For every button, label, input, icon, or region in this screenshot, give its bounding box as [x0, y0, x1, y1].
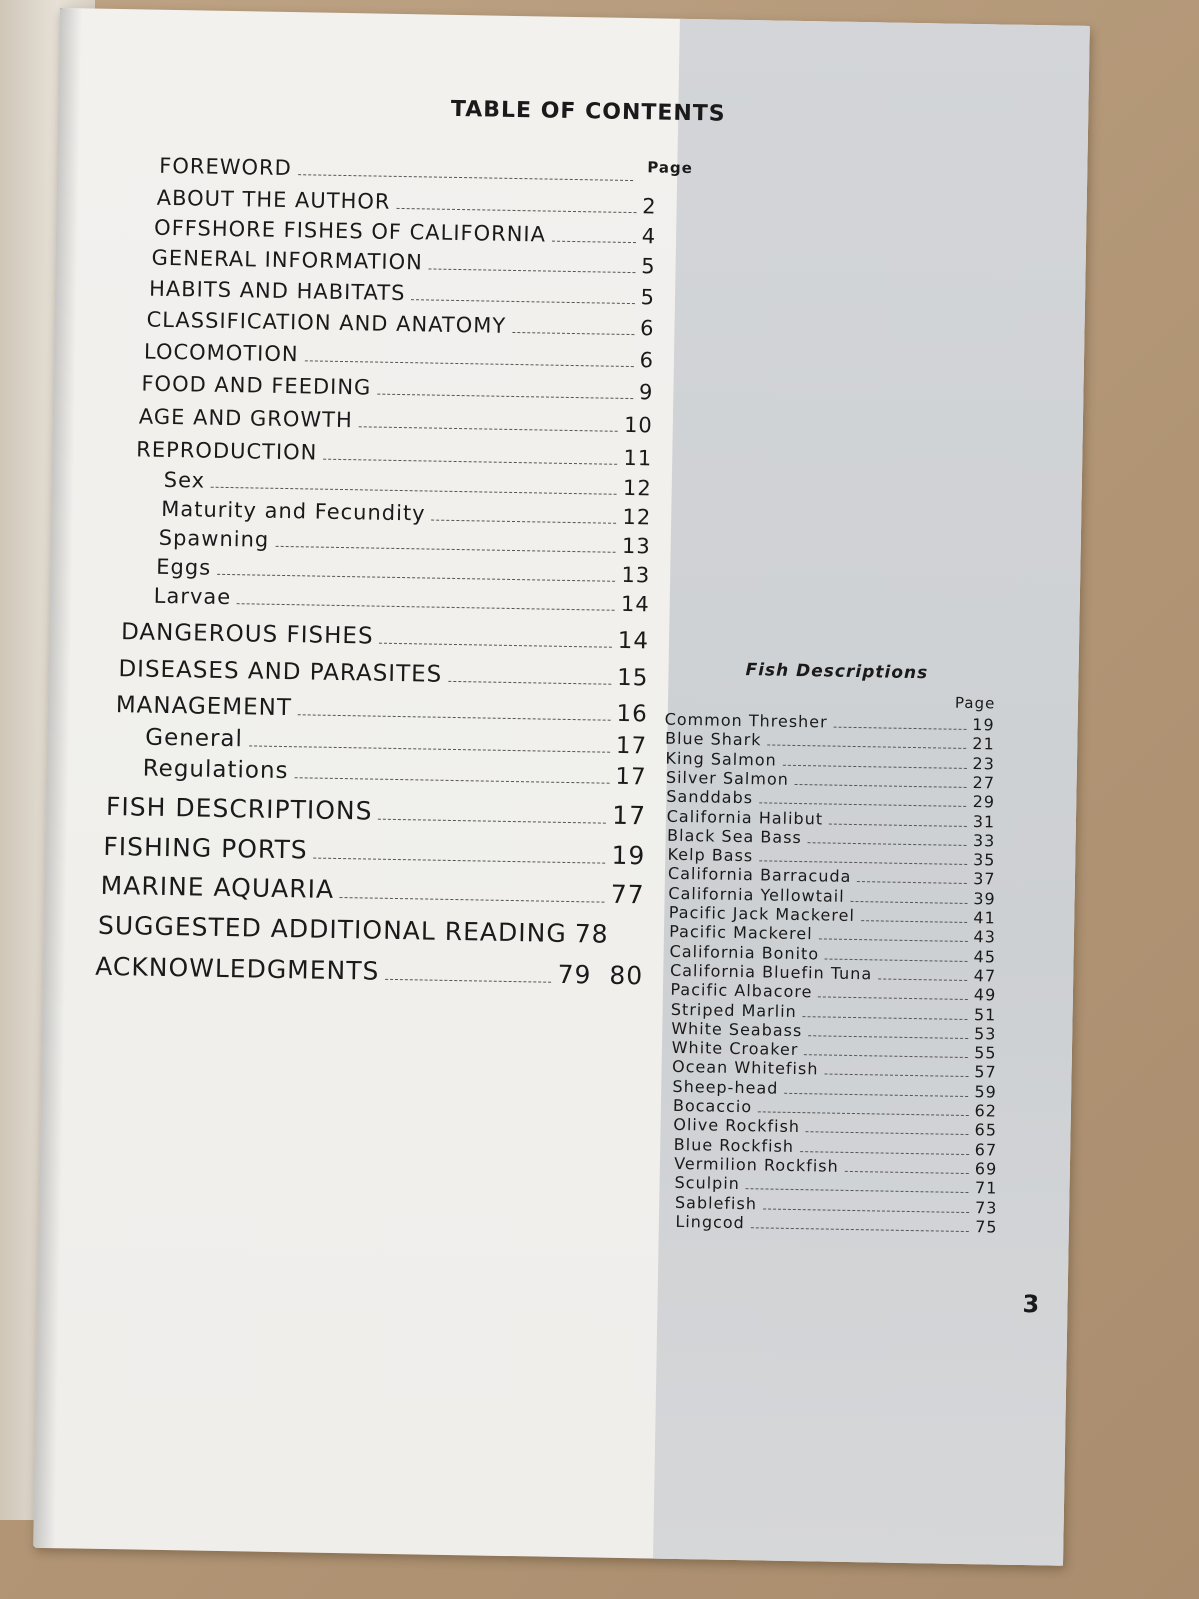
toc-entry-classification[interactable] [146, 308, 654, 341]
leader-dots [795, 783, 967, 788]
toc-label: AGE AND GROWTH [138, 404, 353, 433]
fish-label: Ocean Whitefish [671, 1057, 819, 1079]
leader-dots [767, 744, 966, 749]
toc-page-number: 16 [616, 700, 648, 728]
fish-label: Sculpin [674, 1173, 741, 1194]
fish-label: Olive Rockfish [673, 1115, 801, 1137]
fish-label: Blue Rockfish [673, 1134, 795, 1156]
fish-page-number: 37 [973, 869, 996, 889]
fish-label: Blue Shark [664, 728, 762, 750]
toc-label: MARINE AQUARIA [100, 870, 335, 904]
page-column-header: Page [647, 158, 694, 178]
toc-page-number: 11 [623, 445, 653, 471]
toc-page-number: 17 [611, 800, 647, 831]
toc-entry-reproduction[interactable] [136, 437, 652, 470]
toc-entry-food-and-feeding[interactable] [141, 371, 653, 404]
toc-entry-suggested-reading[interactable] [98, 911, 644, 950]
leader-dots [217, 573, 615, 582]
leader-dots [819, 938, 968, 943]
toc-label: FOOD AND FEEDING [141, 371, 372, 400]
toc-page-number: 15 [616, 664, 649, 692]
leader-dots [313, 857, 605, 864]
toc-entry-acknowledgments[interactable] [95, 952, 643, 991]
fish-page-number: 23 [972, 753, 996, 774]
fish-page-number: 47 [973, 965, 997, 986]
leader-dots [249, 744, 610, 752]
leader-dots [845, 1170, 969, 1174]
leader-dots [878, 977, 968, 981]
toc-label: HABITS AND HABITATS [148, 276, 406, 306]
leader-dots [851, 900, 968, 904]
fish-page-number: 21 [972, 734, 995, 754]
fish-page-number: 67 [974, 1139, 998, 1160]
toc-page-number: 5 [640, 254, 656, 279]
leader-dots [803, 1015, 968, 1020]
page-number: 3 [1022, 1289, 1040, 1319]
page-title: TABLE OF CONTENTS [450, 96, 726, 127]
leader-dots [448, 680, 611, 685]
toc-page-number: 78 [574, 919, 609, 949]
leader-dots [825, 957, 968, 961]
leader-dots [411, 298, 634, 304]
toc-label: CLASSIFICATION AND ANATOMY [146, 307, 507, 338]
fish-page-number: 45 [973, 946, 997, 967]
leader-dots [759, 859, 967, 865]
contents-list [95, 149, 694, 991]
toc-entry-foreword[interactable] [159, 154, 639, 186]
toc-page-number: 5 [640, 285, 656, 310]
toc-page-number: 6 [639, 348, 655, 373]
leader-dots [861, 919, 968, 923]
fish-page-number: 57 [974, 1062, 997, 1082]
fish-label: Sablefish [674, 1192, 758, 1213]
leader-dots [806, 1130, 969, 1135]
fish-page-number: 39 [973, 888, 996, 909]
fish-page-number: 51 [973, 1004, 997, 1024]
toc-label: General [145, 724, 244, 753]
leader-dots [298, 173, 633, 181]
toc-entry-marine-aquaria[interactable] [100, 871, 644, 909]
toc-page-number: 77 [610, 879, 645, 910]
toc-label: Larvae [153, 583, 232, 610]
leader-dots [379, 642, 611, 648]
fish-page-number: 65 [974, 1120, 998, 1140]
toc-page-number: 9 [638, 380, 654, 405]
leader-dots [385, 978, 551, 983]
leader-dots [359, 425, 618, 432]
toc-entry-about-the-author[interactable] [156, 186, 656, 219]
fish-label: Striped Marlin [670, 999, 797, 1021]
toc-label: Sex [163, 467, 206, 493]
toc-entry-maturity-and-fecundity[interactable] [161, 497, 651, 530]
leader-dots [323, 458, 617, 465]
toc-label: FISHING PORTS [103, 831, 308, 865]
leader-dots [746, 1187, 969, 1193]
fish-label: Bocaccio [672, 1095, 753, 1117]
leader-dots [804, 1053, 968, 1058]
fish-label: Pacific Mackerel [669, 922, 813, 944]
toc-page-number: 19 [611, 840, 646, 871]
toc-label: ABOUT THE AUTHOR [156, 185, 391, 214]
leader-dots [429, 267, 635, 273]
toc-label: OFFSHORE FISHES OF CALIFORNIA [153, 215, 547, 247]
toc-label: Maturity and Fecundity [161, 496, 426, 526]
toc-entry-regulations[interactable] [143, 756, 647, 791]
leader-dots [808, 841, 967, 846]
fish-label: California Bonito [669, 941, 820, 963]
toc-page-number: 2 [642, 194, 657, 219]
toc-entry-diseases-and-parasites[interactable] [118, 656, 648, 691]
toc-entry-sex[interactable] [164, 468, 652, 501]
fish-label: California Barracuda [667, 864, 852, 887]
leader-dots [783, 763, 967, 768]
toc-entry-spawning[interactable] [159, 526, 651, 559]
leader-dots [298, 713, 611, 720]
toc-entry-larvae[interactable] [154, 584, 650, 617]
toc-label: Eggs [156, 554, 212, 580]
fish-page-number: 73 [974, 1197, 998, 1218]
leader-dots [763, 1207, 969, 1213]
fish-page-number: 59 [974, 1081, 997, 1102]
fish-label: Common Thresher [664, 709, 828, 732]
leader-dots [751, 1226, 969, 1232]
toc-label: DANGEROUS FISHES [120, 619, 374, 650]
fish-page-number: 53 [973, 1023, 997, 1044]
leader-dots [294, 776, 609, 783]
toc-page-number: 17 [615, 732, 648, 760]
toc-entry-general[interactable] [145, 725, 647, 760]
leader-dots [396, 207, 636, 213]
fish-label: California Bluefin Tuna [669, 960, 873, 984]
toc-label: SUGGESTED ADDITIONAL READING [97, 910, 567, 948]
toc-entry-habits-and-habitats[interactable] [149, 277, 655, 310]
toc-page-number: 4 [641, 224, 657, 249]
fish-label: King Salmon [665, 748, 777, 770]
leader-dots [759, 802, 967, 808]
fish-label: Kelp Bass [667, 844, 754, 866]
fish-label: California Yellowtail [668, 883, 845, 906]
fish-label: Lingcod [675, 1211, 745, 1232]
toc-entry-fish-descriptions[interactable] [106, 792, 646, 830]
fish-label: Vermilion Rockfish [674, 1153, 839, 1176]
toc-label: LOCOMOTION [143, 339, 299, 367]
leader-dots [275, 545, 616, 553]
fish-label: White Croaker [671, 1037, 799, 1060]
fish-label: White Seabass [671, 1018, 803, 1040]
fish-page-number: 43 [973, 927, 997, 947]
toc-page-number: 14 [620, 591, 650, 617]
fish-page-number: 31 [972, 811, 996, 831]
leader-dots [237, 602, 615, 611]
toc-page-number: 12 [622, 475, 652, 501]
fish-label: Sheep-head [672, 1076, 779, 1098]
toc-label: DISEASES AND PARASITES [118, 656, 443, 688]
toc-page-number: 17 [615, 763, 647, 791]
fish-page-number: 33 [972, 830, 996, 851]
fish-label: Pacific Albacore [670, 979, 813, 1002]
toc-page-number: 13 [621, 562, 651, 588]
fish-label: Black Sea Bass [666, 825, 803, 847]
toc-page-number: 14 [617, 627, 650, 655]
leader-dots [829, 822, 967, 826]
fish-page-number: 62 [974, 1101, 998, 1121]
fish-page-number: 41 [973, 908, 996, 928]
leader-dots [857, 880, 967, 884]
leader-dots [377, 393, 633, 399]
fish-page-number: 29 [972, 792, 996, 812]
fish-label: Sanddabs [666, 786, 754, 808]
toc-page-number: 79 [557, 959, 592, 990]
leader-dots [340, 896, 605, 903]
toc-label: MANAGEMENT [115, 692, 293, 722]
leader-dots [784, 1091, 968, 1096]
leader-dots [378, 818, 606, 824]
fish-page-number: 75 [975, 1216, 998, 1237]
fish-page-number: 49 [973, 985, 997, 1005]
toc-entry-age-and-growth[interactable] [139, 404, 653, 437]
toc-page-number: 6 [639, 316, 655, 341]
fish-label: California Halibut [666, 806, 824, 828]
toc-entry-locomotion[interactable] [144, 340, 654, 373]
leader-dots [304, 359, 633, 367]
toc-label: Regulations [142, 755, 289, 785]
toc-label: FOREWORD [159, 153, 292, 181]
toc-label: ACKNOWLEDGMENTS [95, 951, 380, 986]
fish-page-number: 69 [974, 1159, 998, 1179]
leader-dots [211, 486, 617, 495]
toc-label: REPRODUCTION [136, 437, 318, 465]
toc-page-number: 12 [622, 504, 652, 530]
toc-page-number-acknowledgments: 80 [609, 960, 644, 991]
leader-dots [824, 1073, 968, 1078]
leader-dots [431, 519, 616, 524]
toc-page-number: 10 [623, 412, 654, 438]
leader-dots [800, 1150, 969, 1155]
toc-entry-fishing-ports[interactable] [103, 832, 645, 870]
leader-dots [512, 331, 634, 335]
fish-descriptions-title: Fish Descriptions [745, 660, 929, 684]
fish-page-header: Page [954, 693, 996, 713]
fish-label: Pacific Jack Mackerel [668, 902, 856, 926]
fish-page-number: 35 [972, 850, 996, 870]
fish-page-number: 55 [974, 1043, 997, 1063]
toc-entry-offshore-fishes[interactable] [154, 216, 656, 249]
leader-dots [758, 1110, 968, 1116]
toc-entry-eggs[interactable] [156, 555, 650, 588]
booklet-page [33, 8, 1090, 1566]
toc-entry-general-information[interactable] [151, 246, 655, 279]
toc-entry-dangerous-fishes[interactable] [121, 619, 649, 654]
toc-page-number: 13 [621, 533, 651, 559]
fish-label: Silver Salmon [665, 767, 790, 789]
toc-label: GENERAL INFORMATION [151, 245, 424, 275]
toc-label: FISH DESCRIPTIONS [105, 791, 373, 826]
fish-page-number: 27 [972, 772, 996, 793]
leader-dots [552, 240, 636, 243]
leader-dots [834, 726, 967, 730]
toc-entry-management[interactable] [116, 692, 648, 727]
fish-page-number: 71 [974, 1178, 998, 1198]
leader-dots [808, 1034, 968, 1039]
leader-dots [818, 996, 967, 1001]
toc-label: Spawning [158, 525, 270, 552]
fish-page-number: 19 [972, 715, 995, 735]
